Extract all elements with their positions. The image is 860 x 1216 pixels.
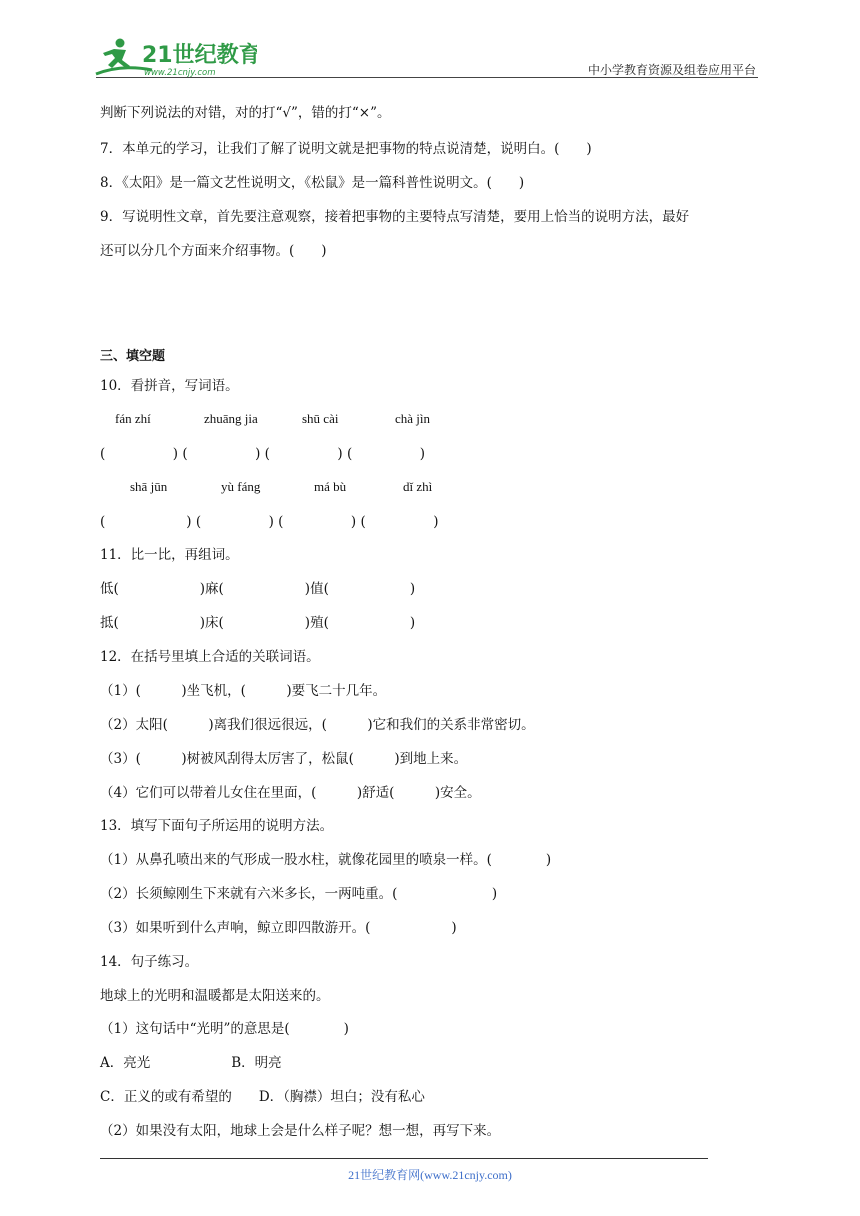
section-title: 三、填空题 xyxy=(100,349,166,364)
question-14-options-ab: A．亮光 B．明亮 xyxy=(100,1055,282,1071)
question-11-row1[interactable]: 低( )麻( )值( ) xyxy=(100,581,416,597)
question-13-3[interactable]: （3）如果听到什么声响，鲸立即四散游开。( ) xyxy=(100,920,457,936)
footer-link[interactable]: 21世纪教育网(www.21cnjy.com) xyxy=(348,1168,512,1182)
question-11-row2[interactable]: 抵( )床( )殖( ) xyxy=(100,615,416,631)
question-11: 11．比一比，再组词。 xyxy=(100,547,239,563)
footer-divider xyxy=(100,1158,708,1159)
question-12: 12．在括号里填上合适的关联词语。 xyxy=(100,649,320,665)
answer-brackets-row2[interactable]: ( ) ( ) ( ) ( ) xyxy=(100,514,439,530)
pinyin-dizhi: dǐ zhì xyxy=(403,479,433,494)
question-13: 13．填写下面句子所运用的说明方法。 xyxy=(100,818,334,834)
question-13-1[interactable]: （1）从鼻孔喷出来的气形成一股水柱，就像花园里的喷泉一样。( ) xyxy=(100,852,552,868)
question-9-line2: 还可以分几个方面来介绍事物。( ) xyxy=(100,243,327,259)
pinyin-fanzhi: fán zhí xyxy=(115,411,151,426)
question-14: 14．句子练习。 xyxy=(100,954,199,970)
question-14-1[interactable]: （1）这句话中“光明”的意思是( ) xyxy=(100,1021,349,1037)
header-divider xyxy=(96,77,758,78)
question-10: 10．看拼音，写词语。 xyxy=(100,378,239,394)
question-14-2: （2）如果没有太阳，地球上会是什么样子呢？想一想，再写下来。 xyxy=(100,1123,501,1139)
pinyin-yufang: yù fáng xyxy=(221,479,261,494)
question-7: 7．本单元的学习，让我们了解了说明文就是把事物的特点说清楚，说明白。( ) xyxy=(100,141,592,157)
question-12-3[interactable]: （3）( )树被风刮得太厉害了，松鼠( )到地上来。 xyxy=(100,751,468,767)
question-14-options-cd: C．正义的或有希望的 D．（胸襟）坦白；没有私心 xyxy=(100,1089,425,1105)
question-14-sentence: 地球上的光明和温暖都是太阳送来的。 xyxy=(100,988,330,1004)
question-12-2[interactable]: （2）太阳( )离我们很远很远，( )它和我们的关系非常密切。 xyxy=(100,717,535,733)
pinyin-zhuangjia: zhuāng jia xyxy=(204,411,258,426)
answer-brackets-row1[interactable]: ( ) ( ) ( ) ( ) xyxy=(100,446,426,462)
logo-url: www.21cnjy.com xyxy=(144,68,216,78)
question-13-2[interactable]: （2）长须鲸刚生下来就有六米多长，一两吨重。( ) xyxy=(100,886,498,902)
judge-instruction: 判断下列说法的对错，对的打“√”，错的打“×”。 xyxy=(100,105,391,121)
logo-text: 21世纪教育 xyxy=(142,43,257,68)
question-9-line1: 9．写说明性文章，首先要注意观察，接着把事物的主要特点写清楚，要用上恰当的说明方法，最好 xyxy=(100,209,690,225)
question-12-1[interactable]: （1）( )坐飞机，( )要飞二十几年。 xyxy=(100,683,387,699)
pinyin-shucai: shū cài xyxy=(302,411,339,426)
site-logo[interactable] xyxy=(92,36,257,80)
pinyin-chajin: chà jìn xyxy=(395,411,431,426)
question-8: 8．《太阳》是一篇文艺性说明文，《松鼠》是一篇科普性说明文。( ) xyxy=(100,175,525,191)
site-slogan: 中小学教育资源及组卷应用平台 xyxy=(587,63,756,77)
pinyin-mabu: má bù xyxy=(314,479,347,494)
question-12-4[interactable]: （4）它们可以带着儿女住在里面，( )舒适( )安全。 xyxy=(100,785,481,801)
pinyin-shajun: shā jūn xyxy=(130,479,168,494)
